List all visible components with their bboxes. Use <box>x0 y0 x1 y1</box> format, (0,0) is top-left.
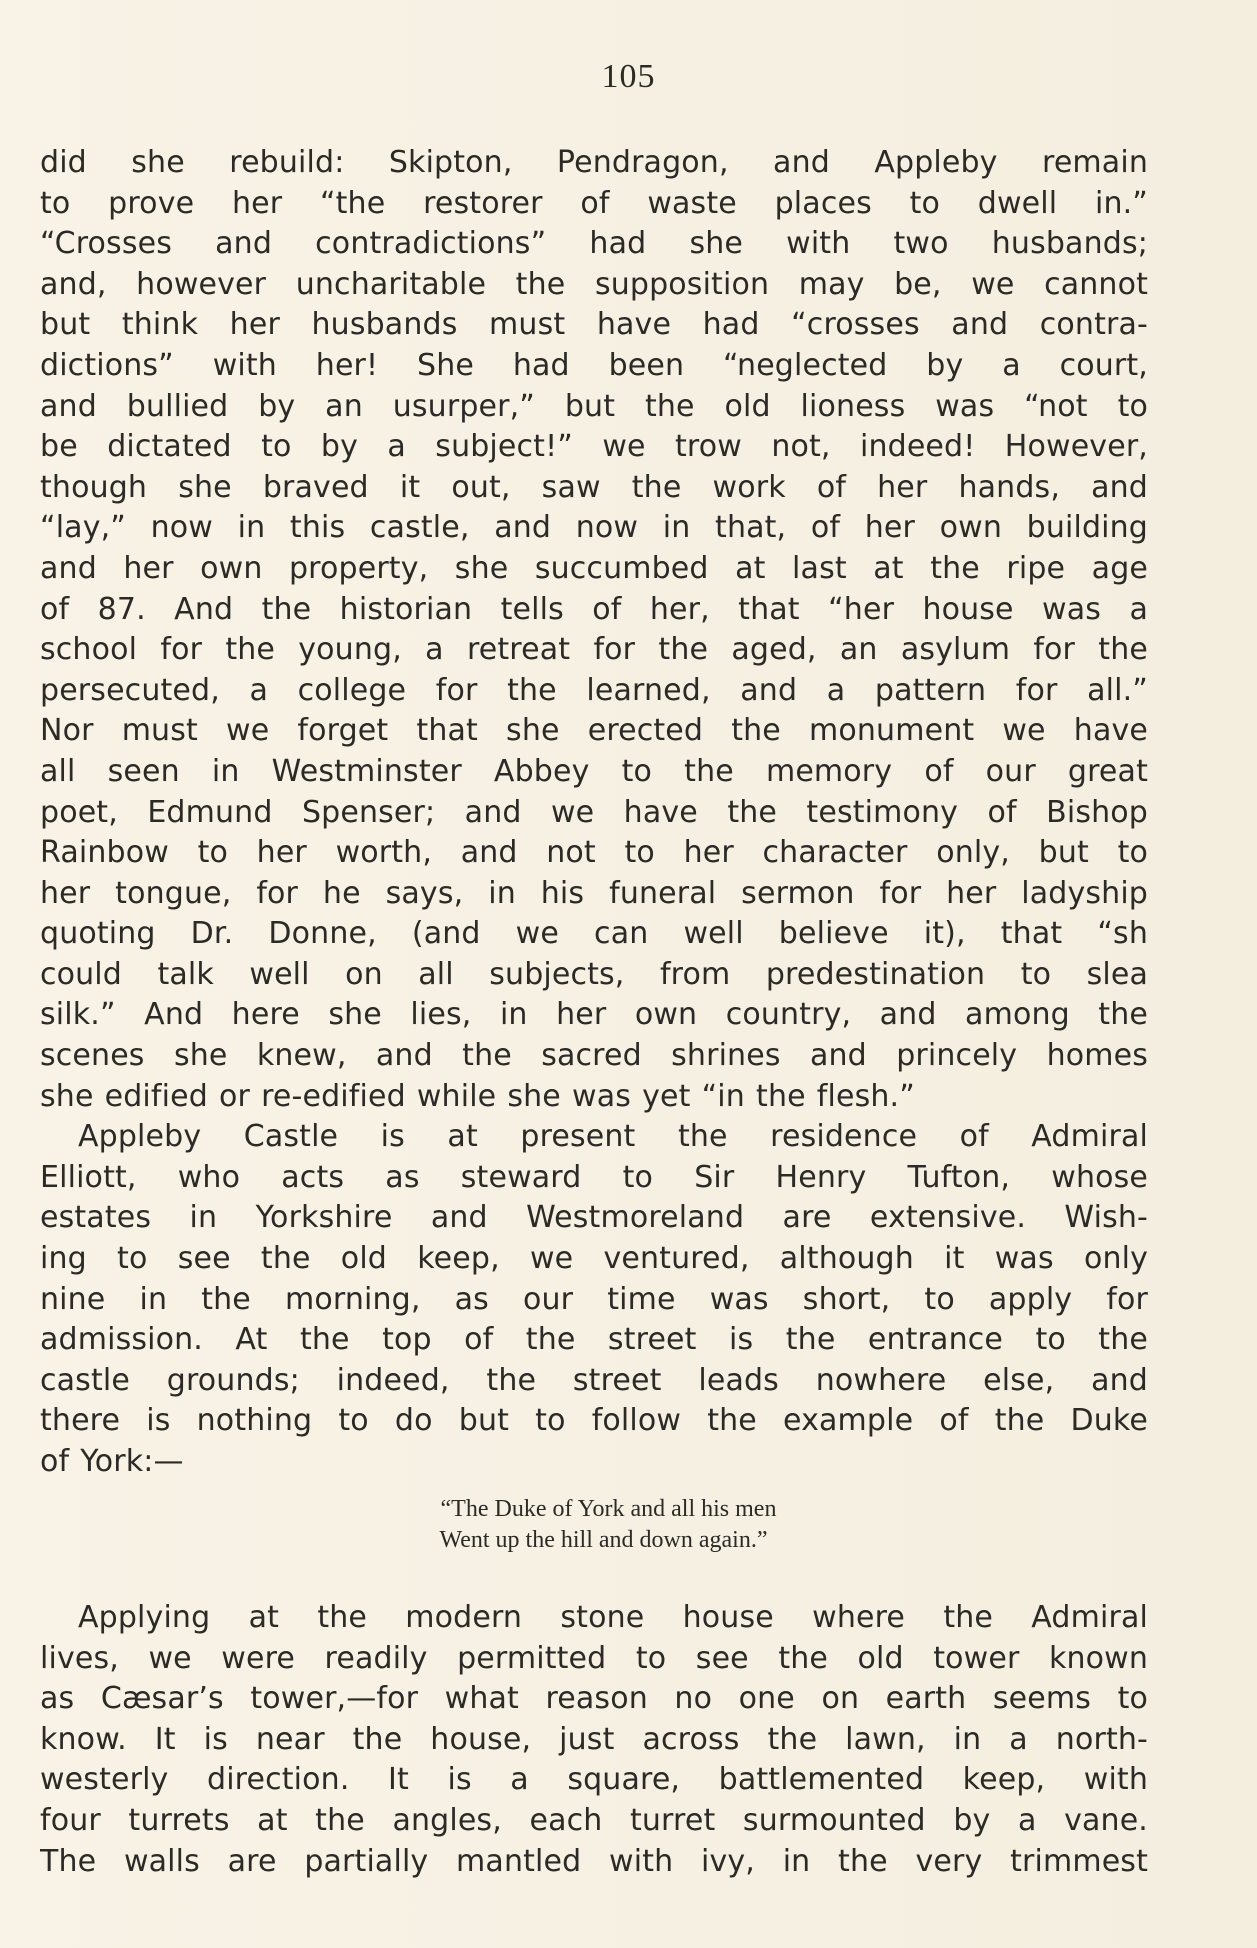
text-line: and bullied by an usurper,” but the old lioness was “not to <box>40 388 1148 424</box>
text-line: The walls are partially mantled with ivy, in the very trimmest <box>40 1843 1148 1879</box>
text-line: she edified or re-edified while she was yet “in the flesh.” <box>40 1078 915 1114</box>
text-line: and her own property, she succumbed at last at the ripe age <box>40 550 1148 586</box>
text-line: four turrets at the angles, each turret surmounted by a vane. <box>40 1802 1148 1838</box>
continued-paragraph <box>40 1598 1148 1882</box>
text-line: Nor must we forget that she erected the monument we have <box>40 713 1148 749</box>
text-line: lives, we were readily permitted to see the old tower known <box>40 1640 1148 1676</box>
text-line: Applying at the modern stone house where the Admiral <box>78 1600 1148 1635</box>
text-line: could talk well on all subjects, from predestination to slea <box>40 956 1148 992</box>
text-line: be dictated to by a subject!” we trow not, indeed! However, <box>40 429 1148 465</box>
text-line: nine in the morning, as our time was short, to apply for <box>40 1281 1148 1317</box>
text-line: and, however uncharitable the supposition may be, we cannot <box>40 266 1148 302</box>
text-line: know. It is near the house, just across the lawn, in a north- <box>40 1721 1148 1757</box>
text-line: though she braved it out, saw the work of her hands, and <box>40 469 1148 505</box>
text-line: to prove her “the restorer of waste places to dwell in.” <box>40 185 1148 221</box>
text-line: “Crosses and contradictions” had she with two husbands; <box>40 226 1148 262</box>
text-line: of 87. And the historian tells of her, that “her house was a <box>40 591 1148 627</box>
text-line: silk.” And here she lies, in her own country, and among the <box>40 997 1148 1033</box>
text-line: her tongue, for he says, in his funeral sermon for her ladyship <box>40 875 1148 911</box>
text-line: did she rebuild: Skipton, Pendragon, and Appleby remain <box>40 145 1148 180</box>
text-line: castle grounds; indeed, the street leads nowhere else, and <box>40 1362 1148 1398</box>
text-line: westerly direction. It is a square, battlemented keep, with <box>40 1762 1148 1798</box>
text-line: but think her husbands must have had “crosses and contra- <box>40 307 1148 343</box>
quote-line: “The Duke of York and all his men <box>440 1496 777 1522</box>
text-line: of York:— <box>40 1444 184 1479</box>
text-line: admission. At the top of the street is the entrance to the <box>40 1322 1148 1358</box>
quote-line: Went up the hill and down again.” <box>439 1527 768 1553</box>
text-line: ing to see the old keep, we ventured, although it was only <box>40 1241 1148 1277</box>
page-number: 105 <box>601 58 656 95</box>
text-line: scenes she knew, and the sacred shrines and princely homes <box>40 1038 1148 1074</box>
text-line: Rainbow to her worth, and not to her character only, but to <box>40 835 1148 871</box>
text-line: Appleby Castle is at present the residence of Admiral <box>78 1119 1148 1155</box>
text-line: quoting Dr. Donne, (and we can well believe it), that “sh <box>40 916 1148 952</box>
text-line: “lay,” now in this castle, and now in that, of her own building <box>40 510 1148 546</box>
block-quote <box>0 1494 1257 1556</box>
main-paragraph <box>40 143 1148 1483</box>
text-line: all seen in Westminster Abbey to the memory of our great <box>40 753 1148 789</box>
text-line: estates in Yorkshire and Westmoreland are extensive. Wish- <box>40 1200 1148 1236</box>
text-line: dictions” with her! She had been “neglected by a court, <box>40 347 1148 383</box>
text-line: school for the young, a retreat for the aged, an asylum for the <box>40 632 1148 668</box>
text-line: there is nothing to do but to follow the example of the Duke <box>40 1403 1148 1439</box>
text-line: as Cæsar’s tower,—for what reason no one on earth seems to <box>40 1681 1148 1717</box>
text-line: poet, Edmund Spenser; and we have the testimony of Bishop <box>40 794 1148 830</box>
text-line: persecuted, a college for the learned, and a pattern for all.” <box>40 672 1148 708</box>
text-line: Elliott, who acts as steward to Sir Henry Tufton, whose <box>40 1159 1148 1195</box>
